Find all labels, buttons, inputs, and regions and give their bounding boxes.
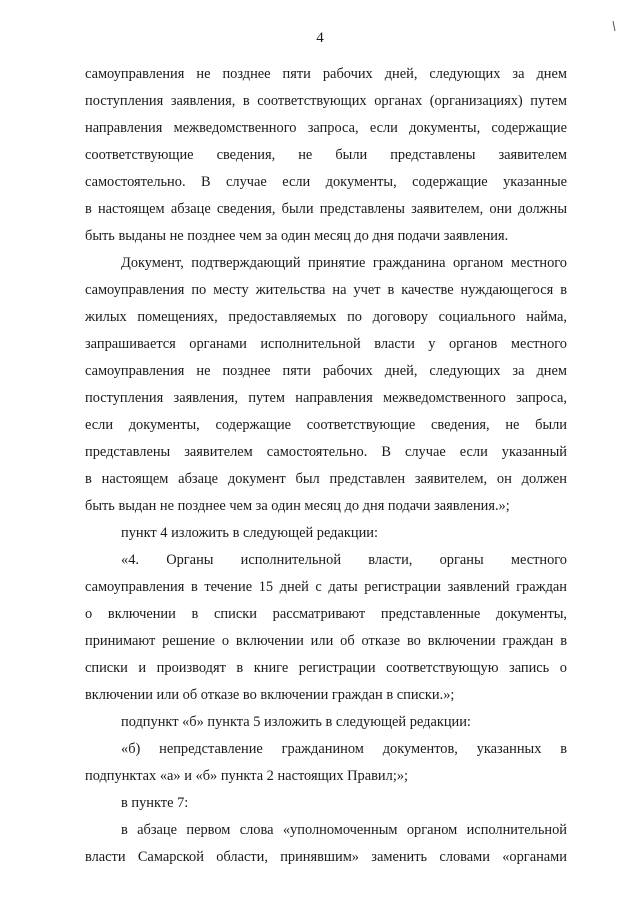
- text-line: направления межведомственного запроса, если документы, содержащие: [85, 120, 567, 136]
- text-line: в настоящем абзаце сведения, были представлены заявителем, они должны: [85, 201, 567, 217]
- text-line: самоуправления не позднее пяти рабочих дней, следующих за днем: [85, 363, 567, 379]
- text-line: самоуправления в течение 15 дней с даты регистрации заявлений граждан: [85, 579, 567, 595]
- scan-artifact: [610, 20, 620, 32]
- text-line: в абзаце первом слова «уполномоченным органом исполнительной: [121, 822, 567, 838]
- text-line: жилых помещениях, предоставляемых по договору социального найма,: [85, 309, 567, 325]
- text-line: поступления заявления, путем направления межведомственного запроса,: [85, 390, 567, 406]
- text-line: поступления заявления, в соответствующих органах (организациях) путем: [85, 93, 567, 109]
- body-text: [85, 61, 567, 871]
- text-line: о включении в списки рассматривают представленные документы,: [85, 606, 567, 622]
- page-number: 4: [316, 30, 324, 46]
- text-line: если документы, содержащие соответствующие сведения, не были: [85, 417, 567, 433]
- text-line: списки и производят в книге регистрации соответствующую запись о: [85, 660, 567, 676]
- text-line: самостоятельно. В случае если документы, содержащие указанные: [85, 174, 567, 190]
- text-line: самоуправления по месту жительства на учет в качестве нуждающегося в: [85, 282, 567, 298]
- text-line: самоуправления не позднее пяти рабочих дней, следующих за днем: [85, 66, 567, 82]
- text-line: запрашивается органами исполнительной власти у органов местного: [85, 336, 567, 352]
- text-line: «б) непредставление гражданином документов, указанных в: [121, 741, 567, 757]
- text-line: в пункте 7:: [121, 795, 189, 811]
- text-line: пункт 4 изложить в следующей редакции:: [121, 525, 378, 541]
- text-line: включении или об отказе во включении граждан в списки.»;: [85, 687, 455, 703]
- text-line: власти Самарской области, принявшим» заменить словами «органами: [85, 849, 567, 865]
- text-line: соответствующие сведения, не были представлены заявителем: [85, 147, 567, 163]
- text-line: представлены заявителем самостоятельно. В случае если указанный: [85, 444, 567, 460]
- text-line: подпункт «б» пункта 5 изложить в следующей редакции:: [121, 714, 471, 730]
- text-line: Документ, подтверждающий принятие гражданина органом местного: [121, 255, 567, 271]
- text-line: быть выдан не позднее чем за один месяц до дня подачи заявления.»;: [85, 498, 510, 514]
- text-line: в настоящем абзаце документ был представлен заявителем, он должен: [85, 471, 567, 487]
- text-line: принимают решение о включении или об отказе во включении граждан в: [85, 633, 567, 649]
- text-line: подпунктах «а» и «б» пункта 2 настоящих Правил;»;: [85, 768, 409, 784]
- text-line: «4. Органы исполнительной власти, органы местного: [121, 552, 567, 568]
- text-line: быть выданы не позднее чем за один месяц до дня подачи заявления.: [85, 228, 509, 244]
